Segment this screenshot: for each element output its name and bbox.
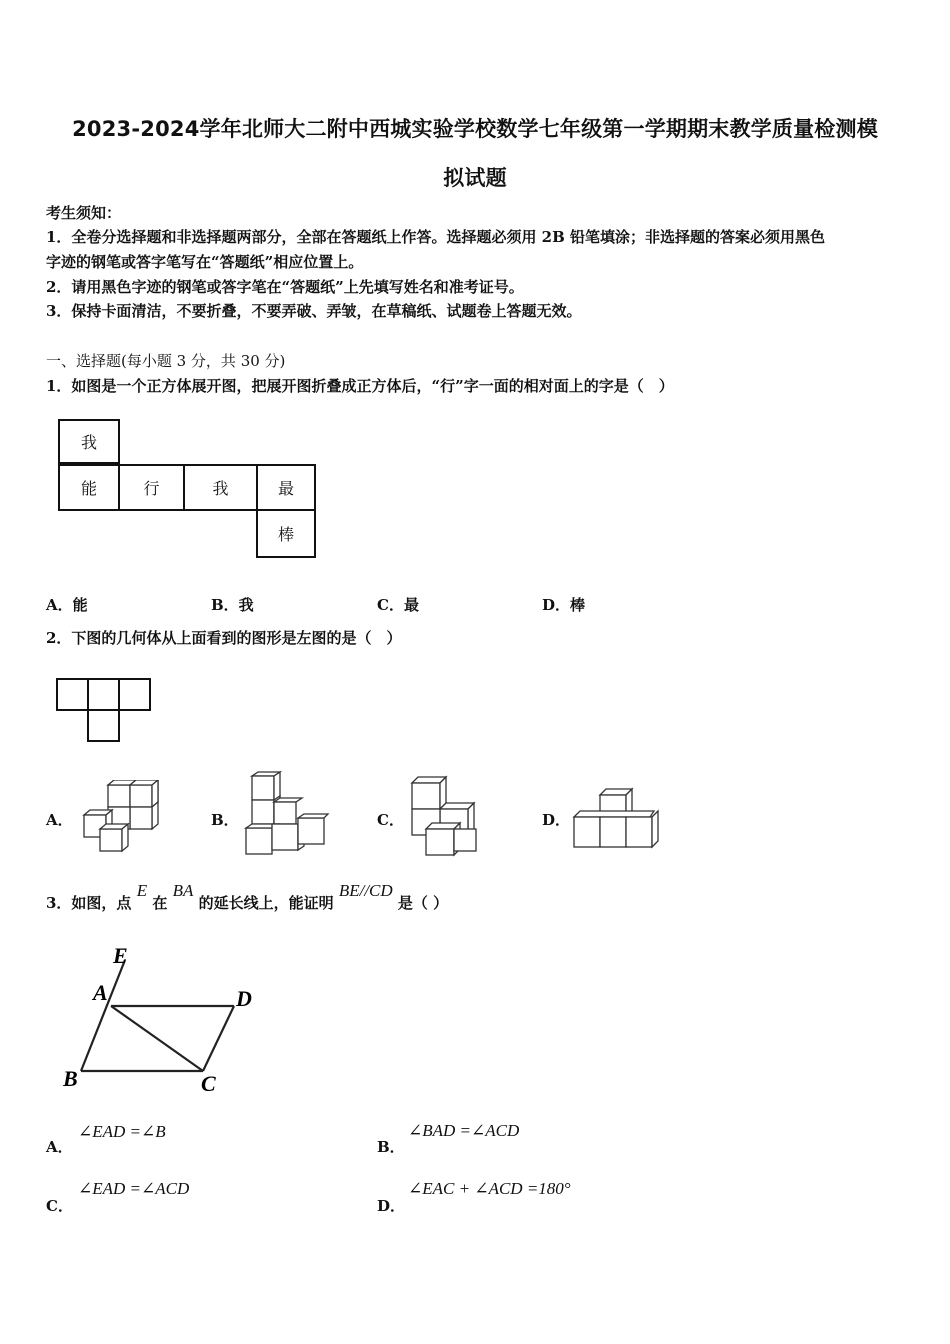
q2-option-b[interactable]: B．	[211, 811, 239, 829]
label-b: B	[63, 1066, 78, 1091]
q2-option-c[interactable]: C．	[377, 811, 404, 829]
q3-line-ba: BA	[172, 881, 194, 900]
top-view-figure	[55, 677, 155, 745]
question-3-stem	[46, 881, 449, 913]
q1-option-c[interactable]: C．最	[377, 596, 419, 614]
net-cell: 行	[118, 464, 185, 511]
q1-option-b[interactable]: B．我	[211, 596, 254, 614]
section-heading: 一、选择题(每小题 3 分，共 30 分)	[46, 352, 286, 370]
question-2-stem: 2．下图的几何体从上面看到的图形是左图的是（ ）	[46, 629, 402, 647]
net-cell: 我	[58, 419, 120, 464]
notice-heading: 考生须知：	[46, 204, 122, 222]
q3-option-a[interactable]: A．	[46, 1138, 73, 1156]
label-a: A	[93, 980, 108, 1005]
net-cell: 能	[58, 464, 120, 511]
page-title-continued: 拟试题	[443, 166, 507, 190]
q2-option-a[interactable]: A．	[46, 811, 73, 829]
q3-stem-mid: 的延长线上，能证明	[198, 894, 334, 912]
net-cell: 我	[183, 464, 258, 511]
q3-option-b-expr: ∠BAD =∠ACD	[408, 1121, 520, 1140]
notice-item: 字迹的钢笔或答字笔写在“答题纸”相应位置上。	[46, 253, 364, 271]
q3-on: 在	[152, 894, 168, 912]
label-e: E	[113, 943, 128, 968]
question-1-stem: 1．如图是一个正方体展开图，把展开图折叠成正方体后，“行”字一面的相对面上的字是（ ）	[46, 377, 674, 395]
q3-be-parallel-cd: BE//CD	[338, 881, 393, 900]
q3-option-d-expr: ∠EAC + ∠ACD =180°	[408, 1179, 571, 1198]
q2-option-d[interactable]: D．	[542, 811, 571, 829]
page-title: 2023-2024学年北师大二附中西城实验学校数学七年级第一学期期末教学质量检测模	[72, 117, 878, 141]
q3-stem-prefix: 3．如图，点	[46, 894, 132, 912]
q3-option-b[interactable]: B．	[377, 1138, 405, 1156]
q1-option-a[interactable]: A．能	[46, 596, 88, 614]
q3-option-d[interactable]: D．	[377, 1197, 406, 1215]
label-c: C	[201, 1071, 216, 1095]
net-cell: 棒	[256, 509, 316, 558]
solid-figure-d	[570, 785, 665, 853]
q3-option-a-expr: ∠EAD =∠B	[78, 1122, 166, 1141]
solid-figure-a	[80, 780, 165, 856]
q1-option-d[interactable]: D．棒	[542, 596, 586, 614]
q3-option-c[interactable]: C．	[46, 1197, 73, 1215]
solid-figure-c	[398, 775, 488, 857]
notice-item: 3．保持卡面清洁，不要折叠，不要弄破、弄皱，在草稿纸、试题卷上答题无效。	[46, 302, 582, 320]
q3-point-e: E	[136, 881, 148, 900]
parallelogram-figure	[55, 940, 265, 1095]
net-cell: 最	[256, 464, 316, 511]
notice-item: 2．请用黑色字迹的钢笔或答字笔在“答题纸”上先填写姓名和准考证号。	[46, 278, 524, 296]
q3-stem-suffix: 是（ ）	[397, 894, 449, 912]
solid-figure-b	[240, 770, 330, 860]
q3-option-c-expr: ∠EAD =∠ACD	[78, 1179, 190, 1198]
label-d: D	[236, 986, 252, 1011]
notice-item: 1．全卷分选择题和非选择题两部分，全部在答题纸上作答。选择题必须用 2B 铅笔填涂；非选择题的答案必须用黑色	[46, 228, 826, 246]
